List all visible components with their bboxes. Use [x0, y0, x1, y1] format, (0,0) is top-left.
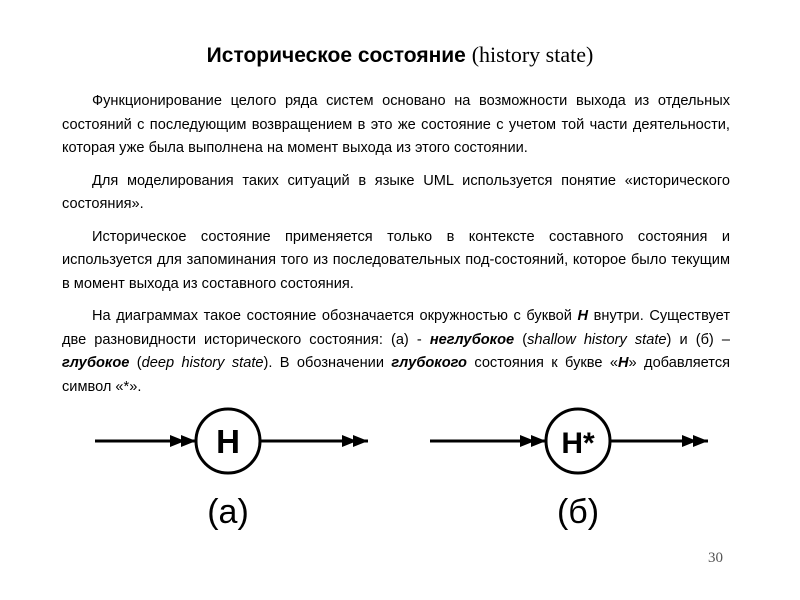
paragraph-2: Для моделирования таких ситуаций в языке UML используется понятие «исторического состояния».	[62, 172, 730, 212]
p4-text-4: ) и (б) –	[666, 331, 730, 348]
body-text	[62, 90, 730, 408]
p4-text-1: На диаграммах такое состояние обозначается окружностью с буквой	[92, 308, 578, 324]
history-symbol-h-star: H*	[561, 427, 595, 460]
p4-term-deep: глубокое	[62, 355, 130, 371]
p4-text-6: ). В обозначении	[263, 355, 392, 371]
caption-b: (б)	[556, 493, 600, 531]
p4-term-deep-genitive: глубокого	[391, 355, 467, 371]
paragraph-4	[62, 305, 730, 399]
title-english: (history state)	[471, 42, 594, 67]
paragraph-1: Функционирование целого ряда систем основано на возможности выхода из отдельных состояний с последующим возвращением в это же состояние с учетом той части деятельности, которая уже была выполнена на момент выхода из этого состоянии.	[62, 93, 730, 156]
incoming-arrowhead	[170, 435, 196, 447]
p4-text-2: внутри. Существует две разновидности исторического состояния: (а) -	[62, 308, 730, 348]
p4-text-7: состояния к букве «	[466, 355, 618, 371]
p4-text-3: (	[514, 331, 528, 348]
caption-a: (а)	[207, 493, 249, 531]
p4-text-5: (	[129, 355, 142, 371]
p4-letter-h-2: H	[618, 355, 629, 371]
slide-title	[0, 42, 800, 68]
p4-letter-h: H	[577, 308, 589, 324]
incoming-arrowhead	[520, 435, 546, 447]
paragraph-3: Историческое состояние применяется только в контексте составного состояния и используется для запоминания того из последовательных под-состояний, которое было текущим в момент выхода из составного состояния.	[62, 228, 730, 292]
outgoing-arrowhead	[342, 435, 368, 447]
title-russian: Историческое состояние	[206, 44, 466, 67]
page-number: 30	[708, 550, 723, 566]
p4-term-shallow-en: shallow history state	[527, 331, 667, 348]
p4-text-8: » добавляется символ «*».	[62, 355, 731, 395]
p4-term-deep-en: deep history state	[141, 355, 264, 371]
deep-history-diagram	[430, 409, 708, 531]
history-state-diagrams	[0, 395, 800, 545]
p4-term-shallow: неглубокое	[429, 331, 515, 348]
history-symbol-h: H	[216, 423, 240, 460]
outgoing-arrowhead	[682, 435, 708, 447]
shallow-history-diagram	[95, 409, 368, 531]
